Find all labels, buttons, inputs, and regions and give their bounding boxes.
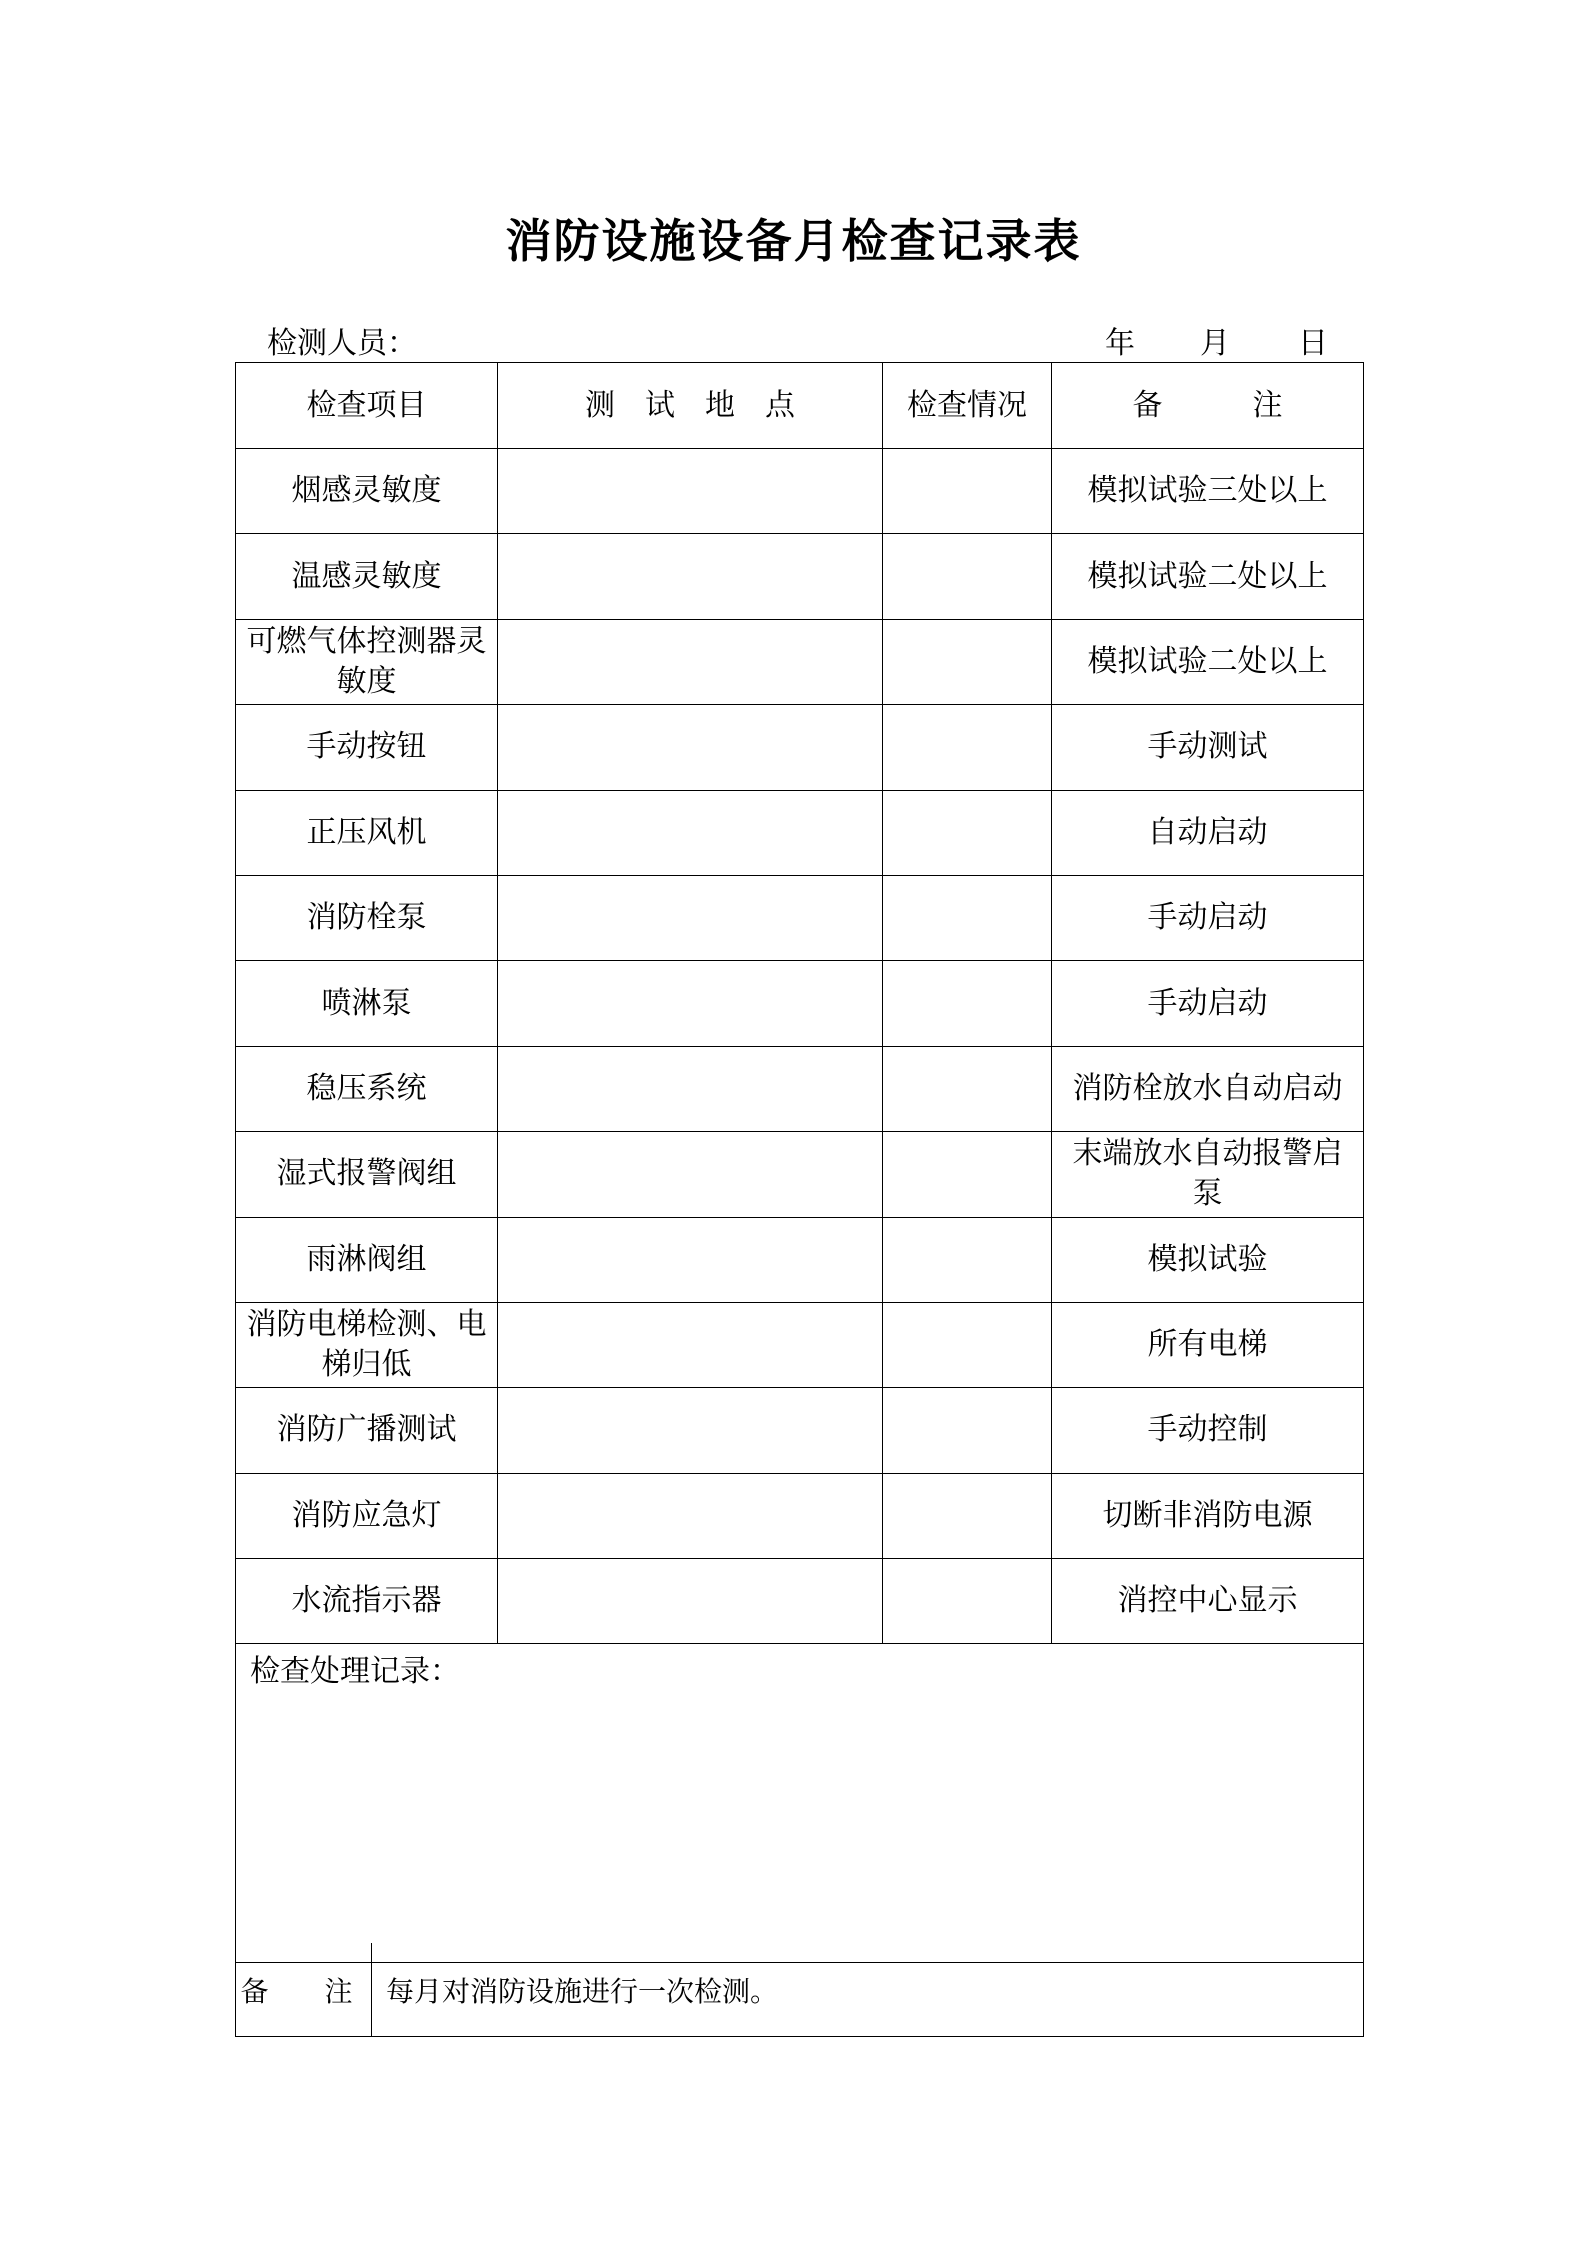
location-cell[interactable] bbox=[498, 1388, 883, 1473]
note-cell: 模拟试验三处以上 bbox=[1052, 449, 1364, 534]
note-cell: 消控中心显示 bbox=[1052, 1559, 1364, 1644]
note-cell: 切断非消防电源 bbox=[1052, 1473, 1364, 1558]
item-cell: 可燃气体控测器灵敏度 bbox=[236, 619, 498, 704]
item-cell: 消防电梯检测、电梯归低 bbox=[236, 1302, 498, 1387]
remarks-row bbox=[236, 1943, 1364, 2037]
table-row bbox=[236, 449, 1364, 534]
note-cell: 手动启动 bbox=[1052, 875, 1364, 960]
status-cell[interactable] bbox=[883, 1132, 1052, 1217]
table-row bbox=[236, 1559, 1364, 1644]
status-cell[interactable] bbox=[883, 705, 1052, 790]
column-header-item: 检查项目 bbox=[236, 363, 498, 449]
item-cell: 手动按钮 bbox=[236, 705, 498, 790]
status-cell[interactable] bbox=[883, 1473, 1052, 1558]
record-field[interactable]: 检查处理记录： bbox=[236, 1644, 1364, 1963]
table-row bbox=[236, 619, 1364, 704]
note-cell: 模拟试验 bbox=[1052, 1217, 1364, 1302]
status-cell[interactable] bbox=[883, 1302, 1052, 1387]
table-row bbox=[236, 705, 1364, 790]
item-cell: 湿式报警阀组 bbox=[236, 1132, 498, 1217]
table-row bbox=[236, 534, 1364, 619]
item-cell: 雨淋阀组 bbox=[236, 1217, 498, 1302]
location-cell[interactable] bbox=[498, 1302, 883, 1387]
note-cell: 手动测试 bbox=[1052, 705, 1364, 790]
inspection-table bbox=[235, 362, 1364, 1963]
column-header-note: 备 注 bbox=[1052, 363, 1364, 449]
table-row bbox=[236, 1302, 1364, 1387]
status-cell[interactable] bbox=[883, 449, 1052, 534]
table-row bbox=[236, 1473, 1364, 1558]
note-cell: 所有电梯 bbox=[1052, 1302, 1364, 1387]
note-cell: 模拟试验二处以上 bbox=[1052, 534, 1364, 619]
location-cell[interactable] bbox=[498, 961, 883, 1046]
column-header-status: 检查情况 bbox=[883, 363, 1052, 449]
item-cell: 正压风机 bbox=[236, 790, 498, 875]
month-label: 月 bbox=[1200, 326, 1230, 361]
remarks-table bbox=[235, 1943, 1364, 2037]
location-cell[interactable] bbox=[498, 449, 883, 534]
item-cell: 稳压系统 bbox=[236, 1046, 498, 1131]
item-cell: 烟感灵敏度 bbox=[236, 449, 498, 534]
location-cell[interactable] bbox=[498, 1473, 883, 1558]
table-header-row bbox=[236, 363, 1364, 449]
status-cell[interactable] bbox=[883, 1388, 1052, 1473]
location-cell[interactable] bbox=[498, 619, 883, 704]
location-cell[interactable] bbox=[498, 705, 883, 790]
table-row bbox=[236, 1388, 1364, 1473]
page-title: 消防设施设备月检查记录表 bbox=[505, 214, 1082, 268]
status-cell[interactable] bbox=[883, 1217, 1052, 1302]
item-cell: 消防广播测试 bbox=[236, 1388, 498, 1473]
location-cell[interactable] bbox=[498, 1132, 883, 1217]
inspector-label: 检测人员： bbox=[267, 326, 417, 361]
table-row bbox=[236, 875, 1364, 960]
note-cell: 末端放水自动报警启泵 bbox=[1052, 1132, 1364, 1217]
status-cell[interactable] bbox=[883, 619, 1052, 704]
note-cell: 手动控制 bbox=[1052, 1388, 1364, 1473]
note-cell: 模拟试验二处以上 bbox=[1052, 619, 1364, 704]
status-cell[interactable] bbox=[883, 1559, 1052, 1644]
status-cell[interactable] bbox=[883, 534, 1052, 619]
item-cell: 温感灵敏度 bbox=[236, 534, 498, 619]
status-cell[interactable] bbox=[883, 961, 1052, 1046]
table-row bbox=[236, 961, 1364, 1046]
item-cell: 消防栓泵 bbox=[236, 875, 498, 960]
location-cell[interactable] bbox=[498, 1559, 883, 1644]
table-row bbox=[236, 1046, 1364, 1131]
note-cell: 消防栓放水自动启动 bbox=[1052, 1046, 1364, 1131]
location-cell[interactable] bbox=[498, 534, 883, 619]
table-row bbox=[236, 1217, 1364, 1302]
remarks-text: 每月对消防设施进行一次检测。 bbox=[372, 1943, 1364, 2037]
table-row bbox=[236, 1132, 1364, 1217]
status-cell[interactable] bbox=[883, 1046, 1052, 1131]
status-cell[interactable] bbox=[883, 790, 1052, 875]
location-cell[interactable] bbox=[498, 1046, 883, 1131]
column-header-location: 测 试 地 点 bbox=[498, 363, 883, 449]
status-cell[interactable] bbox=[883, 875, 1052, 960]
item-cell: 消防应急灯 bbox=[236, 1473, 498, 1558]
year-label: 年 bbox=[1105, 326, 1135, 361]
note-cell: 手动启动 bbox=[1052, 961, 1364, 1046]
note-cell: 自动启动 bbox=[1052, 790, 1364, 875]
item-cell: 水流指示器 bbox=[236, 1559, 498, 1644]
location-cell[interactable] bbox=[498, 790, 883, 875]
table-row bbox=[236, 790, 1364, 875]
location-cell[interactable] bbox=[498, 1217, 883, 1302]
remarks-label: 备 注 bbox=[236, 1943, 372, 2037]
location-cell[interactable] bbox=[498, 875, 883, 960]
item-cell: 喷淋泵 bbox=[236, 961, 498, 1046]
record-row bbox=[236, 1644, 1364, 1963]
day-label: 日 bbox=[1298, 326, 1328, 361]
